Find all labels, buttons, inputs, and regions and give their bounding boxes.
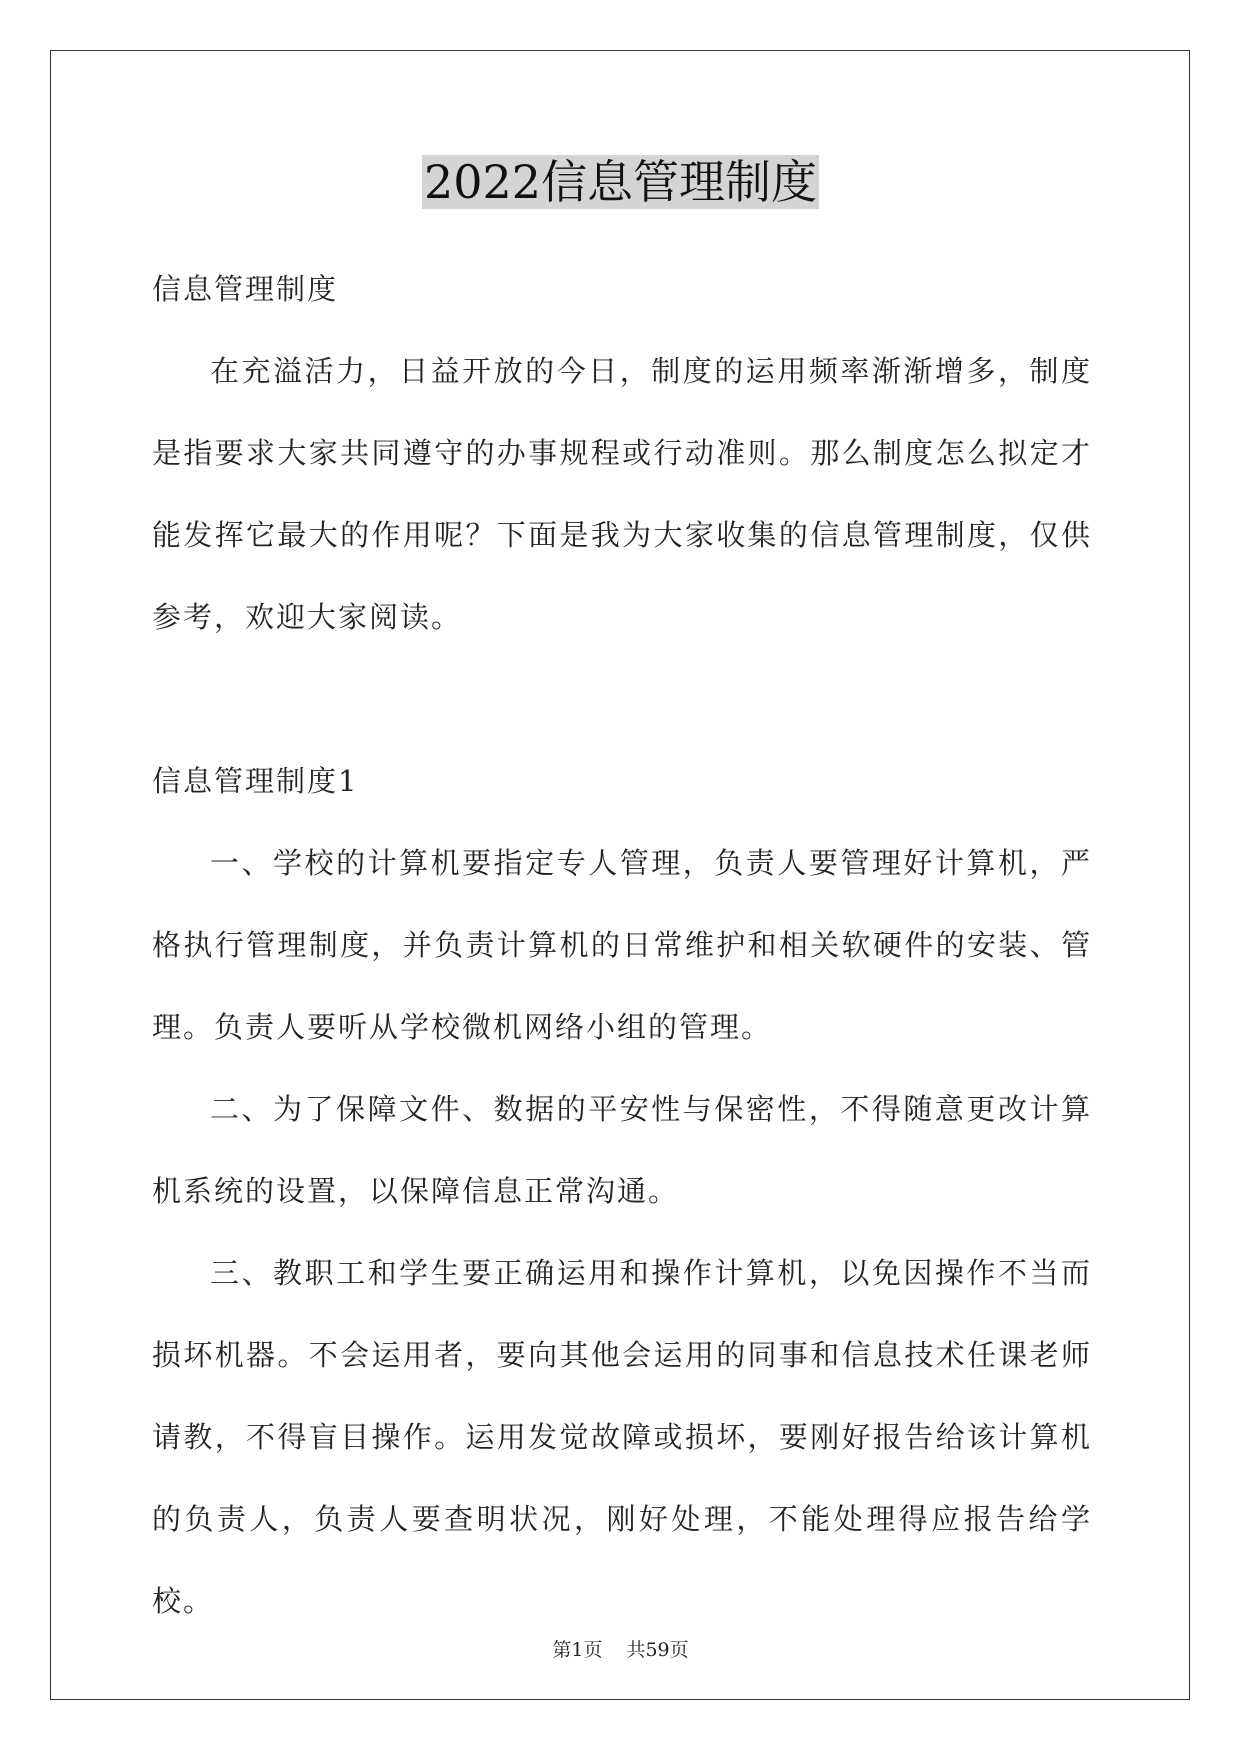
page-number-current: 第1页 (552, 1639, 603, 1661)
paragraph-1: 一、学校的计算机要指定专人管理，负责人要管理好计算机，严格执行管理制度，并负责计算机的日常维护和相关软硬件的安装、管理。负责人要听从学校微机网络小组的管理。 (152, 846, 1092, 1044)
document-body (152, 248, 1092, 1642)
page-footer (0, 1635, 1241, 1662)
section-spacer (152, 658, 1092, 740)
intro-paragraph: 在充溢活力，日益开放的今日，制度的运用频率渐渐增多，制度是指要求大家共同遵守的办事规程或行动准则。那么制度怎么拟定才能发挥它最大的作用呢？下面是我为大家收集的信息管理制度，仅供参考，欢迎大家阅读。 (152, 354, 1092, 634)
intro-heading: 信息管理制度 (152, 272, 339, 306)
page-number-total: 共59页 (626, 1639, 689, 1661)
document-title (0, 152, 1241, 212)
document-title-text: 2022信息管理制度 (423, 155, 818, 209)
paragraph-2: 二、为了保障文件、数据的平安性与保密性，不得随意更改计算机系统的设置，以保障信息正常沟通。 (152, 1092, 1092, 1208)
paragraph-3: 三、教职工和学生要正确运用和操作计算机，以免因操作不当而损坏机器。不会运用者，要向其他会运用的同事和信息技术任课老师请教，不得盲目操作。运用发觉故障或损坏，要刚好报告给该计算机的负责人，负责人要查明状况，刚好处理，不能处理得应报告给学校。 (152, 1256, 1092, 1618)
section-heading: 信息管理制度1 (152, 764, 359, 798)
